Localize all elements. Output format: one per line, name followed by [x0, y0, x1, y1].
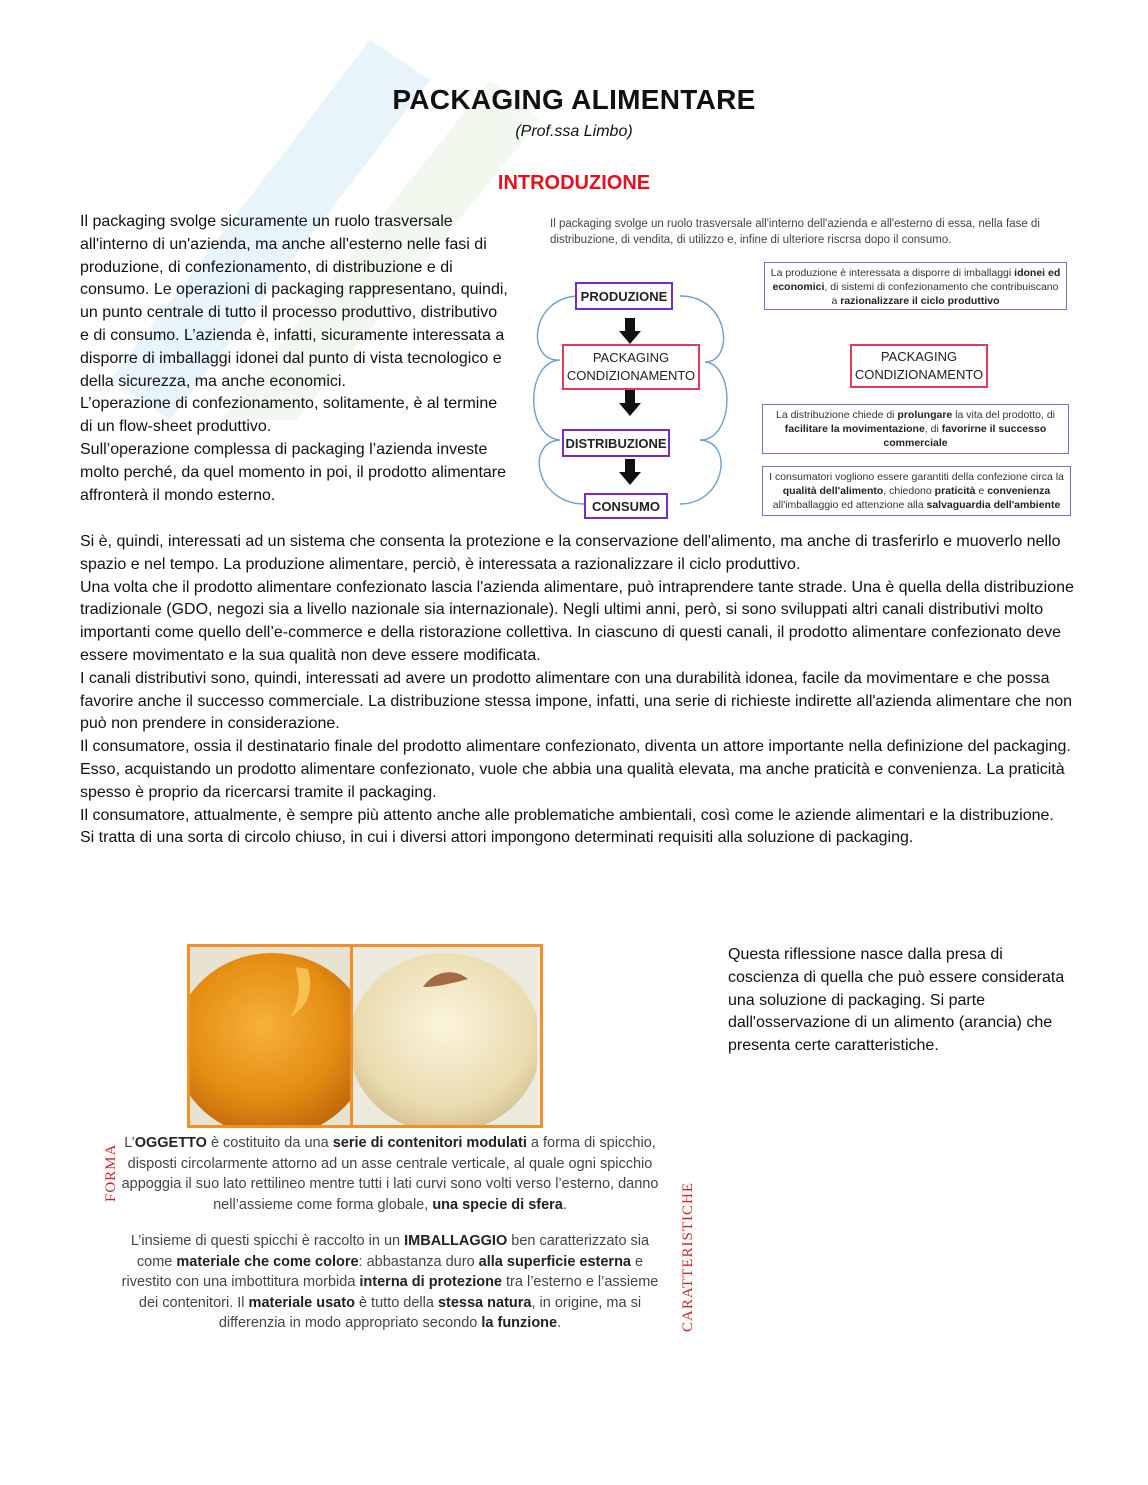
- section-heading: INTRODUZIONE: [497, 172, 651, 194]
- paragraph: Una volta che il prodotto alimentare confezionato lascia l'azienda alimentare, può intraprendere tante strade. Una è quella della distribuzione tradizionale (GDO, negozi sia a livello nazionale sia internazionale). Negli ultimi anni, però, si sono sviluppati altri canali distributivi molto importanti come quello dell’e-commerce e della ristorazione collettiva. In ciascuno di questi canali, il prodotto alimentare confezionato deve essere movimentato e la sua qualità non deve essere modificata.: [80, 578, 1074, 664]
- paragraph: Il consumatore, ossia il destinatario finale del prodotto alimentare confezionato, diventa un attore importante nella definizione del packaging. Esso, acquistando un prodotto alimentare confezionato, vuole che abbia una qualità elevata, ma anche praticità e convenienza. La praticità spesso è proprio da ricercarsi tramite il packaging.: [80, 738, 1071, 801]
- paragraph: Si tratta di una sorta di circolo chiuso, in cui i diversi attori impongono determinati requisiti alla soluzione di packaging.: [80, 829, 914, 847]
- diagram-caption: Il packaging svolge un ruolo trasversale all'interno dell'azienda e all'esterno di essa, nella fase di distribuzione, di vendita, di utilizzo e, infine di ulteriore riscrsa dopo il consumo.: [550, 218, 1040, 246]
- box-consumo: CONSUMO: [584, 493, 668, 519]
- orange-peeled-image: [353, 947, 540, 1125]
- box-produzione: PRODUZIONE: [575, 282, 673, 310]
- paragraph: I canali distributivi sono, quindi, interessati ad avere un prodotto alimentare con una durabilità idonea, facile da movimentare e che possa favorire anche il successo commerciale. La distribuzione stessa impone, infatti, una serie di richieste indirette all'azienda alimentare che non può non prendere in considerazione.: [80, 669, 1073, 733]
- intro-left-column: [80, 211, 510, 507]
- label-caratteristiche: CARATTERISTICHE: [680, 1182, 696, 1332]
- box-packaging-right: PACKAGING CONDIZIONAMENTO: [850, 344, 988, 388]
- paragraph: L’operazione di confezionamento, solitamente, è al termine di un flow-sheet produttivo.: [80, 395, 498, 436]
- caption-forma: L’OGGETTO è costituito da una serie di contenitori modulati a forma di spicchio, disposti circolarmente attorno ad un asse centrale verticale, al quale ogni spicchio appoggia il suo lato rettilineo mentre tutti i lati curvi sono volti verso l’esterno, danno nell’assieme come forma globale, una specie di sfera.: [121, 1135, 659, 1213]
- paragraph: Il packaging svolge sicuramente un ruolo trasversale all'interno di un'azienda, ma anche all'esterno nelle fasi di produzione, di confezionamento, di distribuzione e di consumo. Le operazioni di packaging rappresentano, quindi, un punto centrale di tutto il processo produttivo, distributivo e di consumo. L’azienda è, infatti, sicuramente interessata a disporre di imballaggi idonei dal punto di vista tecnologico e della sicurezza, ma anche economici.: [80, 213, 508, 390]
- note-consumo: I consumatori vogliono essere garantiti della confezione circa la qualità dell'alimento, chiedono praticità e convenienza all'imballaggio ed attenzione alla salvaguardia dell'ambiente: [762, 466, 1071, 516]
- packaging-diagram: [530, 212, 1075, 524]
- side-paragraph: Questa riflessione nasce dalla presa di coscienza di quella che può essere considerata una soluzione di packaging. Si parte dall'osservazione di un alimento (arancia) che presenta certe caratteristiche.: [728, 946, 1065, 1055]
- author: (Prof.ssa Limbo): [515, 123, 633, 140]
- paragraph: Il consumatore, attualmente, è sempre più attento anche alle problematiche ambientali, così come le aziende alimentari e la distribuzione.: [80, 806, 1054, 824]
- box-packaging: PACKAGING CONDIZIONAMENTO: [562, 344, 700, 390]
- paragraph: Sull’operazione complessa di packaging l’azienda investe molto perché, da quel momento in poi, il prodotto alimentare affronterà il mondo esterno.: [80, 440, 507, 504]
- paragraph: Si è, quindi, interessati ad un sistema che consenta la protezione e la conservazione dell'alimento, ma anche di trasferirlo e muoverlo nello spazio e nel tempo. La produzione alimentare, perciò, è interessata a razionalizzare il ciclo produttivo.: [80, 533, 1061, 573]
- box-distribuzione: DISTRIBUZIONE: [562, 429, 670, 457]
- figure-caption: [115, 1133, 665, 1334]
- note-distribuzione: La distribuzione chiede di prolungare la vita del prodotto, di facilitare la movimentazione, di favorirne il successo commerciale: [762, 404, 1069, 454]
- arrow-down-icon: [619, 459, 641, 485]
- caption-caratteristiche: L’insieme di questi spicchi è raccolto in un IMBALLAGGIO ben caratterizzato sia come materiale che come colore: abbastanza duro alla superficie esterna e rivestito con una imbottitura morbida interna di protezione tra l’esterno e l’assieme dei contenitori. Il materiale usato è tutto della stessa natura, in origine, ma si differenzia in modo appropriato secondo la funzione.: [121, 1233, 659, 1331]
- orange-photo: [187, 944, 543, 1128]
- label-forma: FORMA: [103, 1143, 119, 1202]
- arrow-down-icon: [619, 318, 641, 344]
- arrow-down-icon: [619, 390, 641, 416]
- note-produzione: La produzione è interessata a disporre di imballaggi idonei ed economici, di sistemi di confezionamento che contribuiscano a razionalizzare il ciclo produttivo: [764, 262, 1067, 310]
- page-title: PACKAGING ALIMENTARE: [392, 84, 756, 115]
- body-text: [80, 531, 1090, 850]
- orange-whole-image: [190, 947, 353, 1125]
